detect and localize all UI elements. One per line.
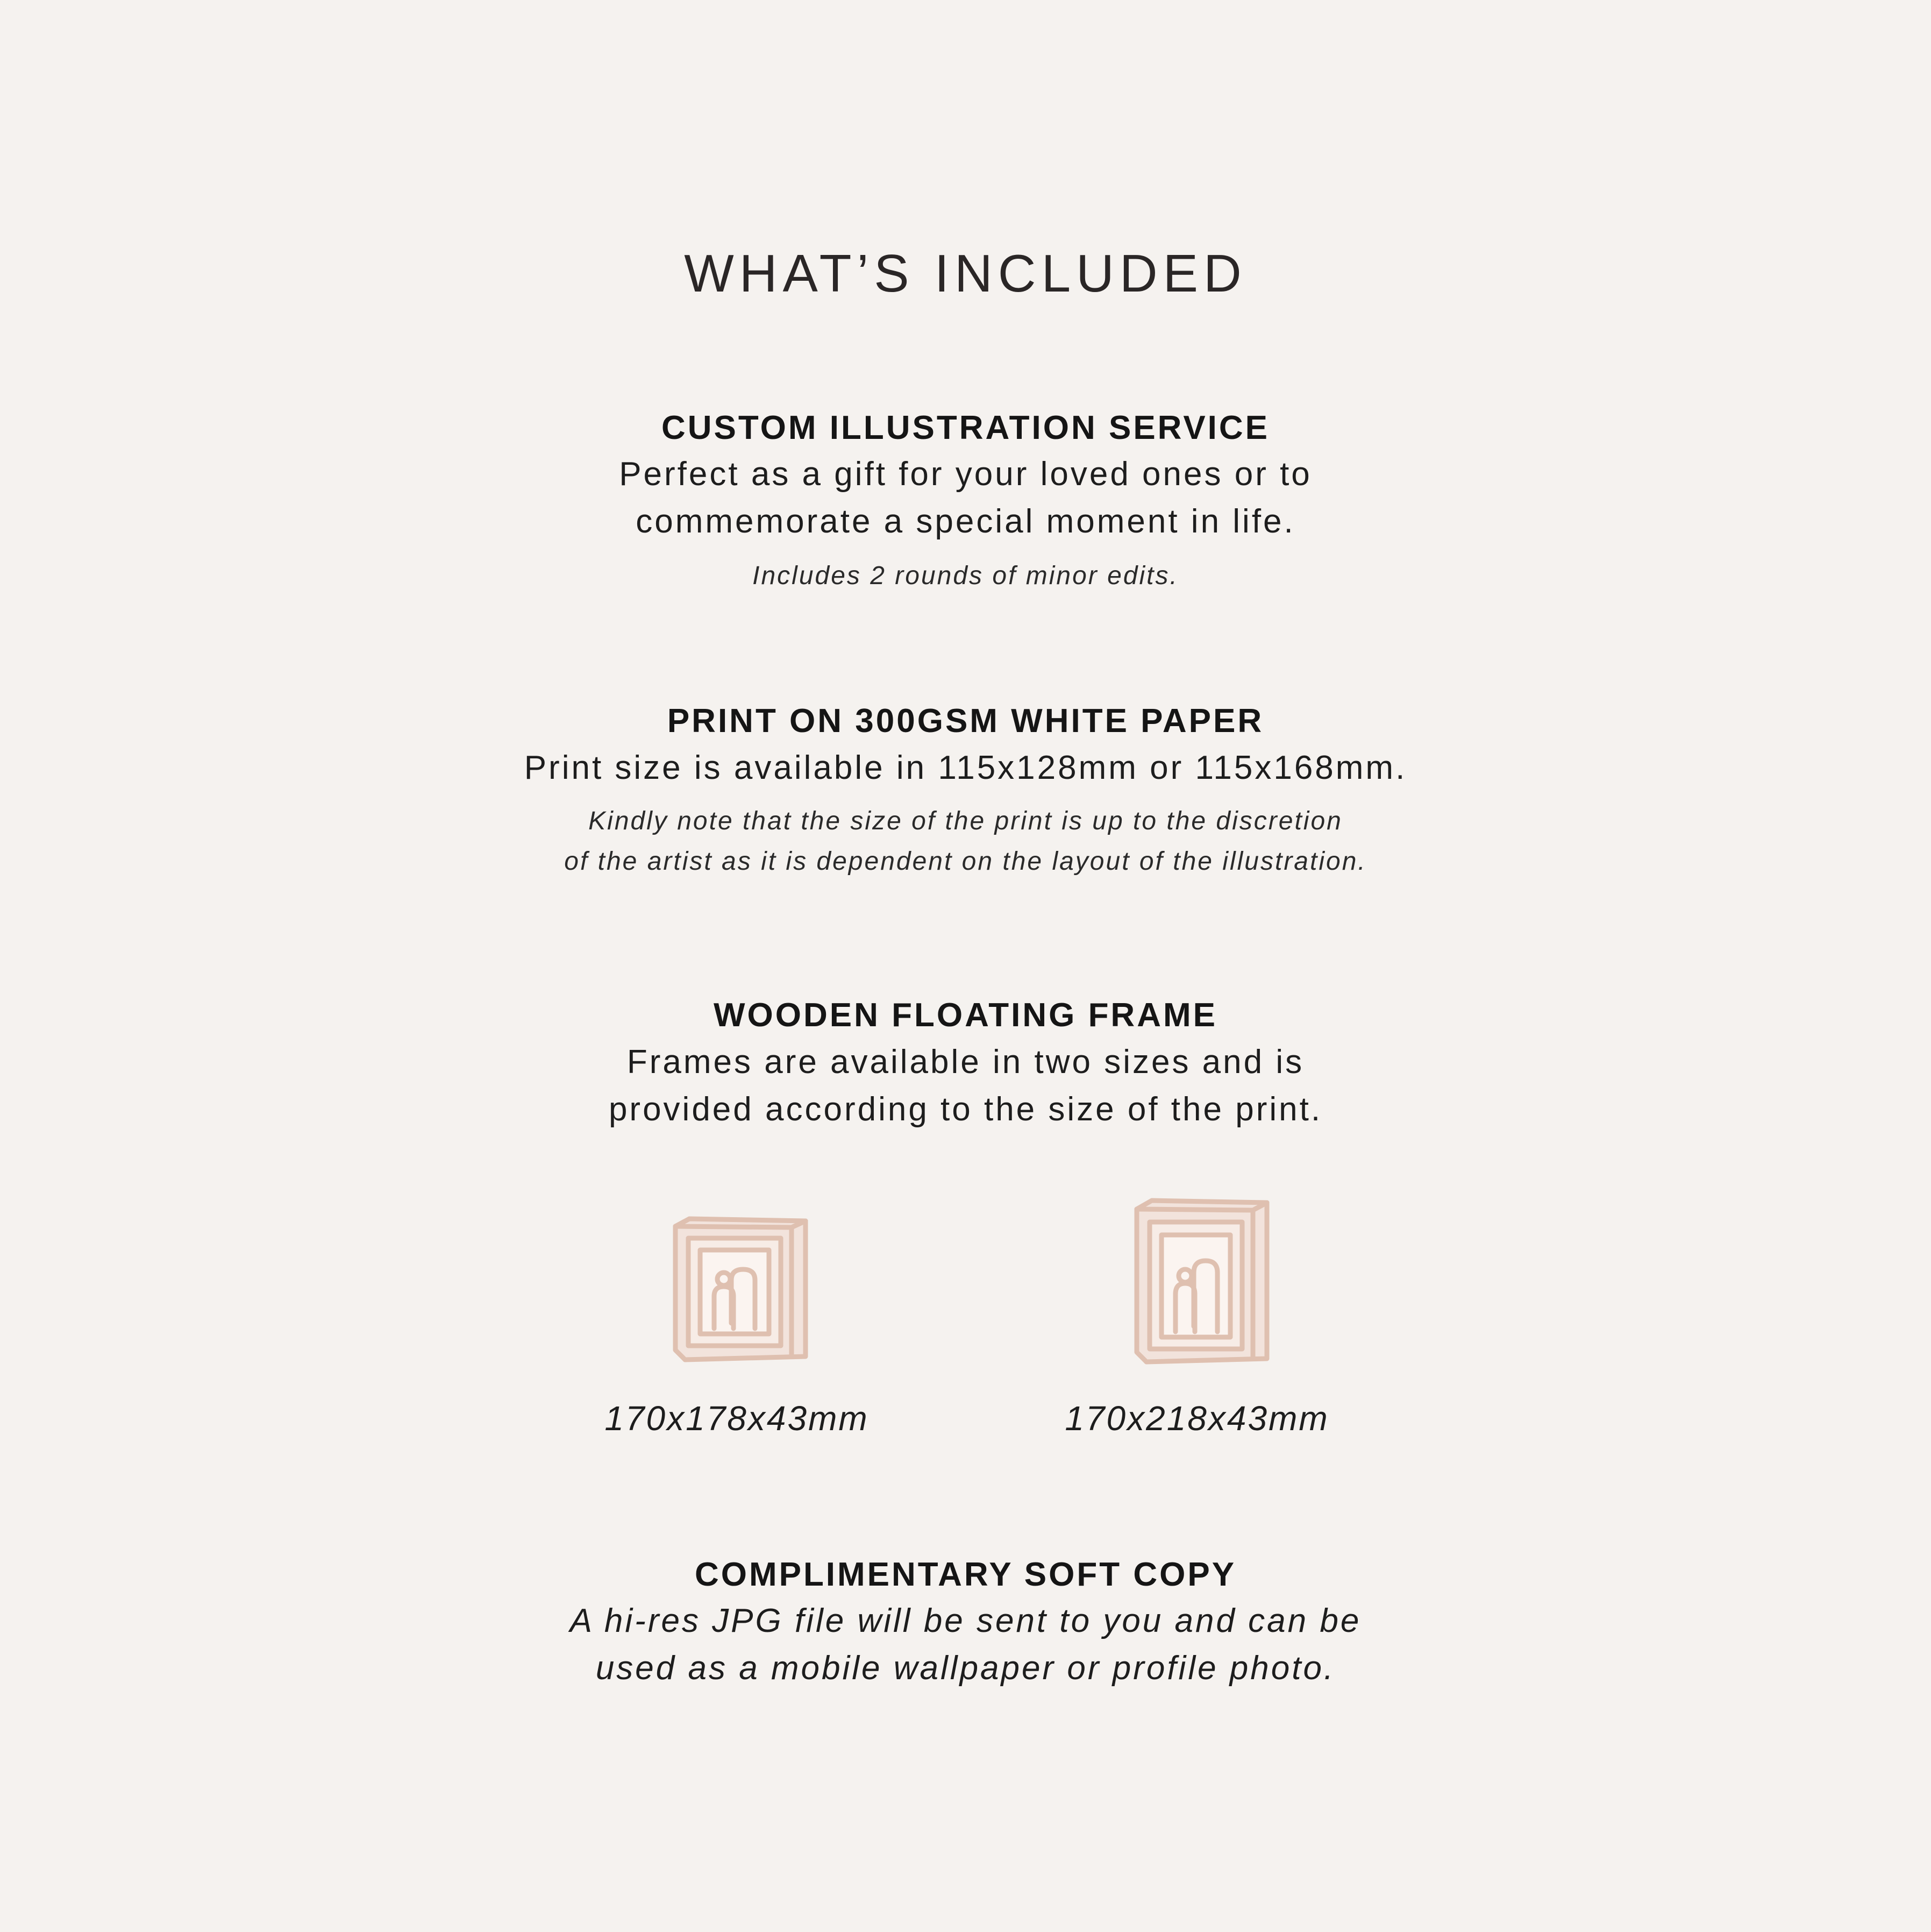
section-body-line: commemorate a special moment in life.: [636, 503, 1295, 540]
framed-portrait-icon: [672, 1216, 812, 1366]
section-note-line: Includes 2 rounds of minor edits.: [752, 562, 1179, 590]
section-note-line: of the artist as it is dependent on the layout of the illustration.: [564, 847, 1367, 876]
section-heading-custom-illustration: CUSTOM ILLUSTRATION SERVICE: [661, 409, 1270, 446]
section-body-line: Print size is available in 115x128mm or 115x168mm.: [524, 749, 1407, 786]
section-body-line: provided according to the size of the print.: [608, 1091, 1323, 1128]
section-heading-frame: WOODEN FLOATING FRAME: [714, 997, 1217, 1034]
page-title: WHAT’S INCLUDED: [684, 244, 1247, 303]
section-heading-print: PRINT ON 300GSM WHITE PAPER: [667, 702, 1264, 740]
section-body-line: Perfect as a gift for your loved ones or to: [619, 456, 1312, 493]
section-body-line: used as a mobile wallpaper or profile photo.: [595, 1650, 1336, 1687]
framed-portrait-icon: [1134, 1197, 1273, 1367]
section-body-line: A hi-res JPG file will be sent to you and can be: [569, 1602, 1362, 1639]
frame-size-label: 170x218x43mm: [1065, 1399, 1329, 1438]
section-note-line: Kindly note that the size of the print is up to the discretion: [588, 807, 1343, 835]
section-body-line: Frames are available in two sizes and is: [626, 1043, 1305, 1081]
section-heading-soft-copy: COMPLIMENTARY SOFT COPY: [694, 1556, 1237, 1593]
frame-size-label: 170x178x43mm: [604, 1399, 869, 1438]
